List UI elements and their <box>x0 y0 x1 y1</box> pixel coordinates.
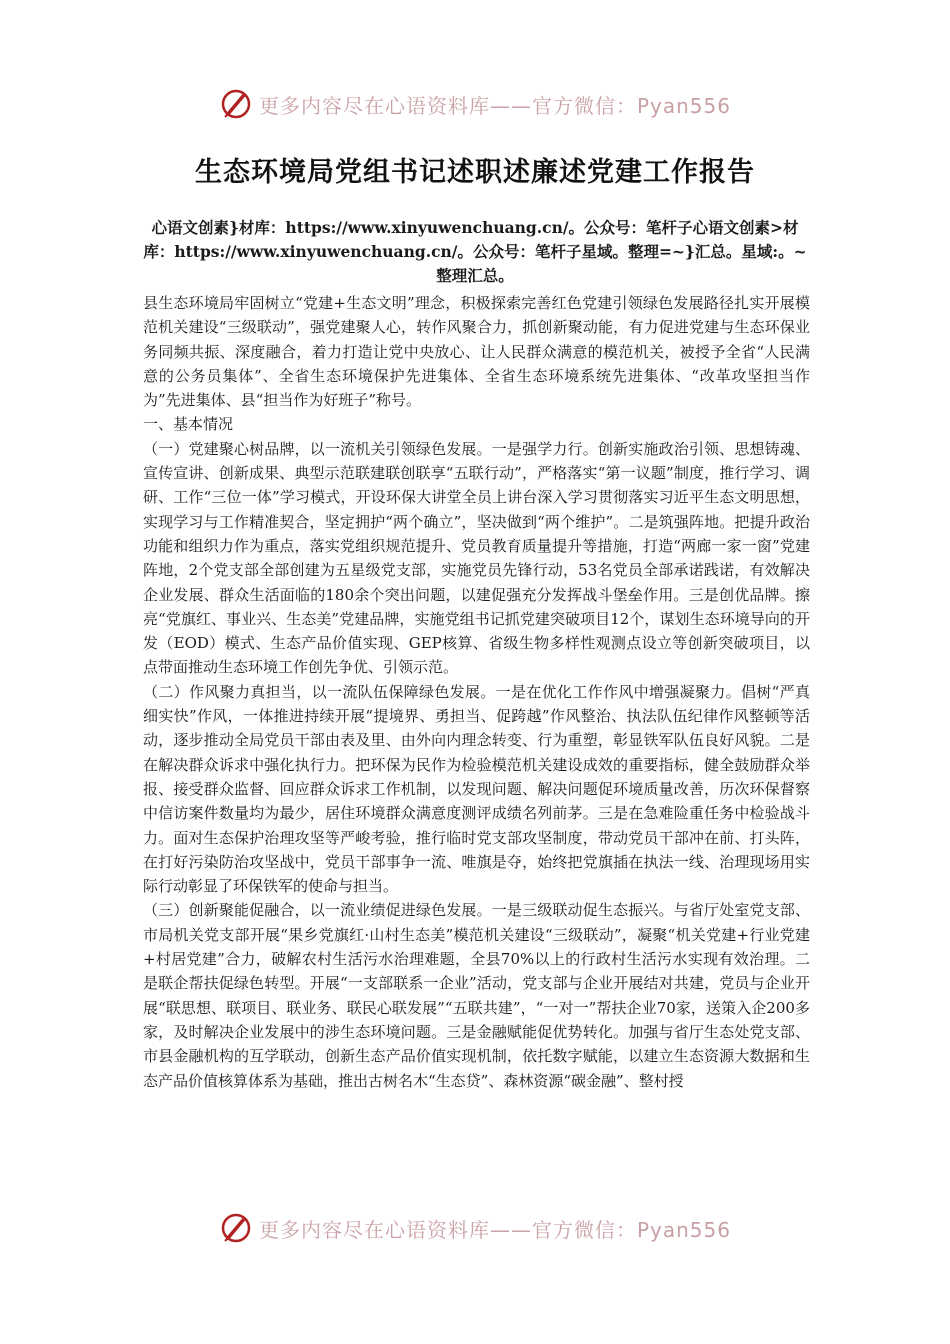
pen-logo-icon <box>219 87 253 121</box>
watermark-text: 更多内容尽在心语资料库——官方微信：Pyan556 <box>258 93 731 118</box>
body-paragraph: （二）作风聚力真担当，以一流队伍保障绿色发展。一是在优化工作作风中增强凝聚力。倡树“严真细实快”作风，一体推进持续开展“提境界、勇担当、促跨越”作风整治、执法队伍纪律作风整顿等活动，逐步推动全局党员干部由表及里、由外向内理念转变、行为重塑，彰显铁军队伍良好风貌。二是在解决群众诉求中强化执行力。把环保为民作为检验模范机关建设成效的重要指标，健全鼓励群众举报、接受群众监督、回应群众诉求工作机制，以发现问题、解决问题促环境质量改善，历次环保督察中信访案件数量均为最少，居住环境群众满意度测评成绩名列前茅。三是在急难险重任务中检验战斗力。面对生态保护治理攻坚等严峻考验，推行临时党支部攻坚制度，带动党员干部冲在前、打头阵，在打好污染防治攻坚战中，党员干部事争一流、唯旗是夺，始终把党旗插在执法一线、治理现场用实际行动彰显了环保铁军的使命与担当。 <box>143 682 810 896</box>
source-info: 心语文创素}材库：https://www.xinyuwenchuang.cn/。公众号：笔杆子心语文创素>材库：https://www.xinyuwenchuang.cn/。公众号：笔杆子星域。整理=~}汇总。星域:。~整理汇总。 <box>143 218 807 285</box>
header-watermark-banner <box>0 84 950 124</box>
footer-watermark-banner <box>0 1208 950 1248</box>
body-paragraph: （三）创新聚能促融合，以一流业绩促进绿色发展。一是三级联动促生态振兴。与省厅处室党支部、市局机关党支部开展“果乡党旗红·山村生态美”模范机关建设“三级联动”，凝聚“机关党建+行业党建+村居党建”合力，破解农村生活污水治理难题，全县70%以上的行政村生活污水实现有效治理。二是联企帮扶促绿色转型。开展“一支部联系一企业”活动，党支部与企业开展结对共建，党员与企业开展“联思想、联项目、联业务、联民心联发展”“五联共建”，“一对一”帮扶企业70家，送策入企200多家，及时解决企业发展中的涉生态环境问题。三是金融赋能促优势转化。加强与省厅生态处党支部、市县金融机构的互学联动，创新生态产品价值实现机制，依托数字赋能，以建立生态资源大数据和生态产品价值核算体系为基础，推出古树名木“生态贷”、森林资源“碳金融”、整村授 <box>143 901 810 1090</box>
watermark-text: 更多内容尽在心语资料库——官方微信：Pyan556 <box>258 1217 731 1242</box>
intro-paragraph: 县生态环境局牢固树立“党建+生态文明”理念，积极探索完善红色党建引领绿色发展路径扎实开展模范机关建设“三级联动”，强党建聚人心，转作风聚合力，抓创新聚动能，有力促进党建与生态环保业务同频共振、深度融合，着力打造让党中央放心、让人民群众满意的模范机关，被授予全省“人民满意的公务员集体”、全省生态环境保护先进集体、全省生态环境系统先进集体、“改革攻坚担当作为”先进集体、县“担当作为好班子”称号。 <box>143 294 810 410</box>
body-paragraph: （一）党建聚心树品牌，以一流机关引领绿色发展。一是强学力行。创新实施政治引领、思想铸魂、宣传宣讲、创新成果、典型示范联建联创联享“五联行动”，严格落实“第一议题”制度，推行学习、调研、工作“三位一体”学习模式，开设环保大讲堂全员上讲台深入学习贯彻落实习近平生态文明思想，实现学习与工作精准契合，坚定拥护“两个确立”，坚决做到“两个维护”。二是筑强阵地。把提升政治功能和组织力作为重点，落实党组织规范提升、党员教育质量提升等措施，打造“两廊一家一窗”党建阵地，2个党支部全部创建为五星级党支部，实施党员先锋行动，53名党员全部承诺践诺，有效解决企业发展、群众生活面临的180余个突出问题，以建促强充分发挥战斗堡垒作用。三是创优品牌。擦亮“党旗红、事业兴、生态美”党建品牌，实施党组书记抓党建突破项目12个，谋划生态环境导向的开发（EOD）模式、生态产品价值实现、GEP核算、省级生物多样性观测点设立等创新突破项目，以点带面推动生态环境工作创先争优、引领示范。 <box>143 439 810 677</box>
pen-logo-icon <box>219 1211 253 1245</box>
document-body <box>143 291 810 1093</box>
section-heading: 一、基本情况 <box>143 415 234 434</box>
document-title: 生态环境局党组书记述职述廉述党建工作报告 <box>195 157 755 188</box>
